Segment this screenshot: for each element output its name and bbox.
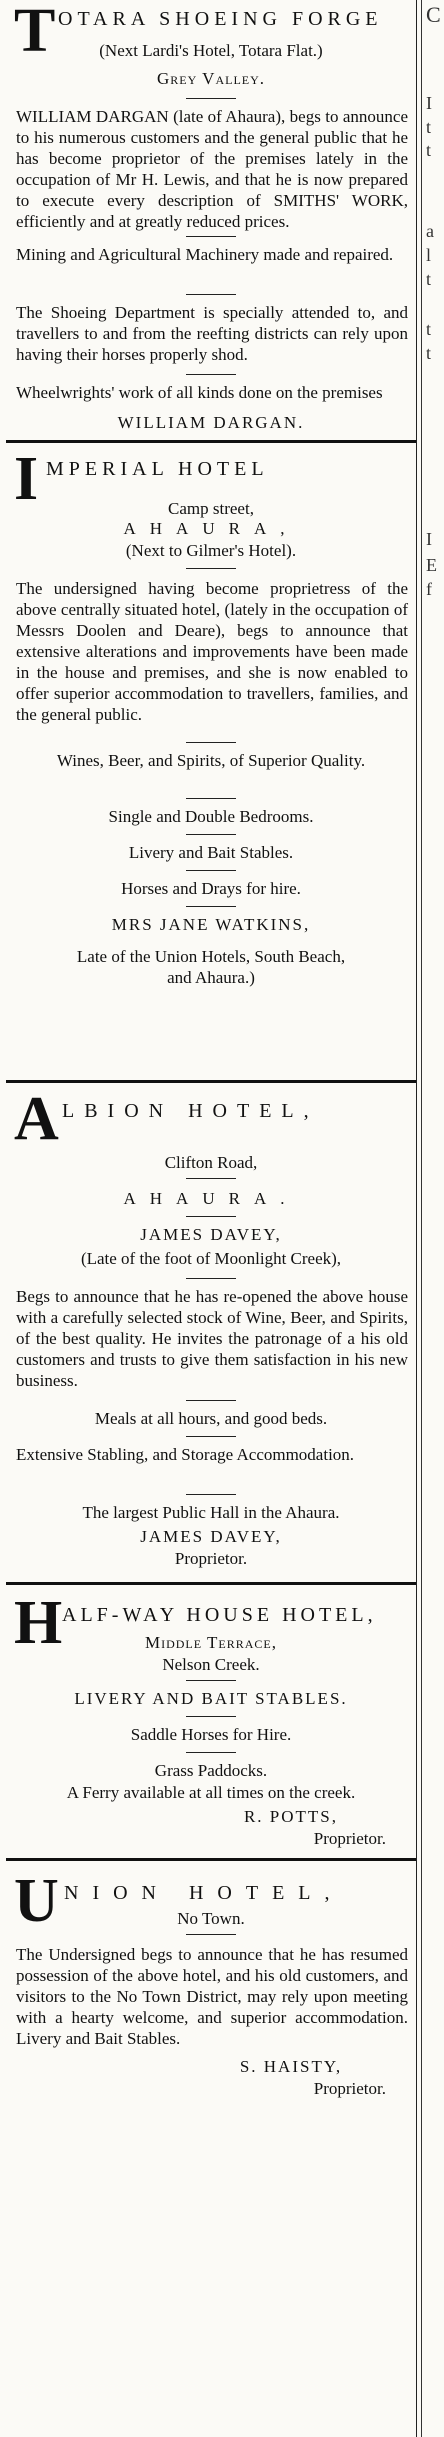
section-rule [6,1858,416,1861]
halfway-creek: Nelson Creek. [162,1655,260,1674]
divider [186,1278,236,1279]
forge-region: Grey Valley. [156,69,266,88]
divider [186,798,236,799]
imperial-heading: MPERIAL HOTEL [46,458,269,480]
section-rule [6,1080,416,1083]
divider [186,568,236,569]
halfway-stables: LIVERY AND BAIT STABLES. [74,1689,348,1708]
imperial-late: Late of the Union Hotels, South Beach, and Ahaura.) [76,947,346,987]
albion-role: Proprietor. [174,1549,248,1568]
divider [186,1680,236,1681]
imperial-near: (Next to Gilmer's Hotel). [125,541,297,560]
divider [186,834,236,835]
divider [186,1436,236,1437]
union-town: No Town. [177,1909,245,1928]
halfway-saddle: Saddle Horses for Hire. [130,1725,292,1744]
forge-advertisement [6,0,416,430]
divider [186,1400,236,1401]
forge-heading: OTARA SHOEING FORGE [58,8,383,30]
union-drop-cap: U [14,1867,59,1935]
adjacent-column-edge [421,0,444,2437]
forge-signature: WILLIAM DARGAN. [117,413,305,432]
divider [186,906,236,907]
albion-hall: The largest Public Hall in the Ahaura. [82,1503,340,1522]
divider [186,1178,236,1179]
edge-char: t [426,117,432,137]
imperial-advertisement [6,446,416,1076]
albion-meals: Meals at all hours, and good beds. [94,1409,328,1428]
divider [186,870,236,871]
divider [186,1716,236,1717]
forge-machinery: Mining and Agricultural Machinery made and repaired. [16,245,394,264]
halfway-ferry: A Ferry available at all times on the creek. [66,1783,356,1802]
imperial-street: Camp street, [168,499,254,518]
imperial-town: AHAURA, [123,519,299,538]
edge-char: f [426,579,432,599]
forge-announcement: WILLIAM DARGAN (late of Ahaura), begs to announce to his numerous customers and the general public that he has become proprietor of the premises lately in the occupation of Mr H. Lewis, and that he is now prepared to execute every description of SMITHS' WORK, efficiently and at greatly reduced prices. [16,107,408,231]
albion-drop-cap: A [14,1085,59,1153]
albion-road: Clifton Road, [164,1153,258,1172]
edge-char: t [426,140,432,160]
edge-char: t [426,319,432,339]
advertisement-column [6,0,417,2437]
divider [186,1752,236,1753]
forge-shoeing: The Shoeing Department is specially attended to, and travellers to and from the reefting districts can rely upon having their horses properly shod. [16,303,408,364]
section-rule [6,1582,416,1585]
forge-wheelwrights: Wheelwrights' work of all kinds done on the premises [16,383,383,402]
halfway-paddocks: Grass Paddocks. [154,1761,268,1780]
imperial-horses: Horses and Drays for hire. [121,879,301,898]
edge-char: a [426,221,434,241]
divider [186,1216,236,1217]
union-role: Proprietor. [313,2079,386,2098]
forge-drop-cap: T [14,0,56,65]
divider [186,1494,236,1495]
forge-location: (Next Lardi's Hotel, Totara Flat.) [99,41,323,60]
edge-char: C [426,2,441,27]
divider [186,98,236,99]
imperial-announcement: The undersigned having become proprietress of the above centrally situated hotel, (lately in the occupation of Messrs Doolen and Deare), begs to announce that extensive alterations and improvements have been made in the house and premises, and she is now enabled to offer superior accommodation to travellers, families, and the general public. [16,579,408,724]
halfway-role: Proprietor. [313,1829,386,1848]
halfway-terrace: Middle Terrace, [144,1633,278,1652]
divider [186,742,236,743]
section-rule [6,440,416,443]
divider [186,236,236,237]
imperial-bedrooms: Single and Double Bedrooms. [108,807,314,826]
union-advertisement [6,1864,416,2124]
halfway-signature: R. POTTS, [243,1807,339,1826]
union-heading: NION HOTEL, [64,1882,344,1904]
albion-town: AHAURA. [123,1189,299,1208]
union-signature: S. HAISTY, [239,2057,343,2076]
albion-name: JAMES DAVEY, [140,1225,282,1244]
albion-stabling: Extensive Stabling, and Storage Accommodation. [16,1445,355,1464]
imperial-drop-cap: I [14,445,39,513]
halfway-heading: ALF-WAY HOUSE HOTEL, [62,1604,377,1626]
edge-char: I [426,529,432,549]
edge-char: t [426,269,432,289]
edge-char: E [426,555,437,575]
imperial-stables: Livery and Bait Stables. [128,843,294,862]
divider [186,1934,236,1935]
edge-char: t [426,343,432,363]
edge-char: l [426,245,432,265]
divider [186,294,236,295]
albion-signature: JAMES DAVEY, [140,1527,282,1546]
imperial-signature: MRS JANE WATKINS, [111,915,311,934]
divider [186,374,236,375]
albion-late: (Late of the foot of Moonlight Creek), [80,1249,342,1268]
halfway-advertisement [6,1588,416,1888]
edge-char: I [426,93,432,113]
halfway-drop-cap: H [14,1589,63,1657]
imperial-wines: Wines, Beer, and Spirits, of Superior Quality. [56,751,366,770]
albion-heading: LBION HOTEL, [62,1100,319,1122]
albion-announcement: Begs to announce that he has re-opened the above house with a carefully selected stock of Wine, Beer, and Spirits, of the best quality. He invites the patronage of a his old customers and trusts to give them satisfaction in his new business. [16,1287,408,1390]
union-announcement: The Undersigned begs to announce that he has resumed possession of the above hotel, and his old customers, and visitors to the No Town District, may rely upon meeting with a hearty welcome, and superior accommodation. Livery and Bait Stables. [16,1945,408,2048]
